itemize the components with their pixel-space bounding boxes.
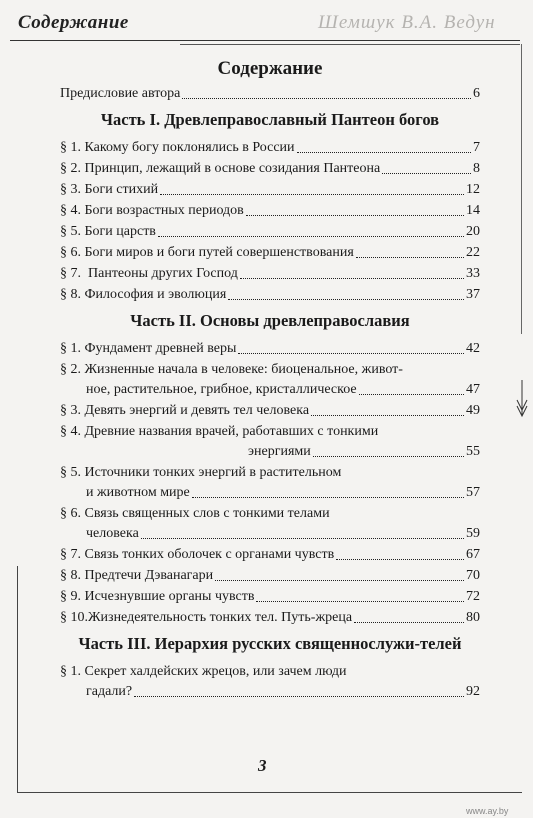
- dot-leader: [228, 299, 464, 300]
- entry-label: § 8. Философия и эволюция: [60, 287, 227, 302]
- part-2-title: Часть II. Основы древлеправославия: [130, 311, 410, 330]
- entry-label: § 1. Секрет халдейских жрецов, или зачем люди: [60, 664, 347, 679]
- entry-page: 12: [466, 182, 480, 197]
- running-author: Шемшук В.А. Ведун: [318, 12, 496, 33]
- entry-page: 22: [466, 245, 480, 260]
- dot-leader: [182, 98, 471, 99]
- toc-entry[interactable]: [60, 608, 480, 628]
- entry-label: § 1. Фундамент древней веры: [60, 341, 237, 356]
- dot-leader: [158, 236, 464, 237]
- entry-page: 7: [473, 140, 480, 155]
- entry-page: 49: [466, 403, 480, 418]
- entry-label: § 2. Принцип, лежащий в основе созидания Пантеона: [60, 161, 381, 176]
- dot-leader: [141, 538, 464, 539]
- dot-leader: [192, 497, 464, 498]
- toc-entry[interactable]: [60, 159, 480, 179]
- part-1-title: Часть I. Древлеправославный Пантеон богов: [100, 110, 440, 129]
- page-number: 3: [258, 756, 267, 775]
- entry-label: § 10.Жизнедеятельность тонких тел. Путь-жреца: [60, 610, 353, 625]
- toc-entry[interactable]: [60, 138, 480, 158]
- entry-label-continued: энергиями: [248, 444, 311, 459]
- entry-page: 55: [466, 444, 480, 459]
- entry-label: § 1. Какому богу поклонялись в России: [60, 140, 295, 155]
- dot-leader: [160, 194, 464, 195]
- entry-page: 72: [466, 589, 480, 604]
- entry-label: § 5. Боги царств: [60, 224, 156, 239]
- toc-entry[interactable]: [60, 463, 480, 503]
- entry-label: § 2. Жизненные начала в человеке: биоценальное, живот-: [60, 362, 403, 377]
- toc-entry[interactable]: [60, 285, 480, 305]
- toc-entry[interactable]: [60, 180, 480, 200]
- toc-entry[interactable]: [60, 339, 480, 359]
- entry-page: 14: [466, 203, 480, 218]
- entry-page: 6: [473, 86, 480, 101]
- entry-label: Предисловие автора: [60, 86, 181, 101]
- dot-leader: [134, 696, 464, 697]
- toc-title: Содержание: [217, 58, 323, 79]
- entry-page: 37: [466, 287, 480, 302]
- entry-page: 67: [466, 547, 480, 562]
- toc-entry[interactable]: [60, 222, 480, 242]
- entry-label-continued: человека: [86, 526, 139, 541]
- toc-entry[interactable]: [60, 401, 480, 421]
- table-of-contents: [60, 58, 480, 703]
- entry-label: § 6. Боги миров и боги путей совершенствования: [60, 245, 354, 260]
- header-rule: [10, 40, 520, 41]
- toc-entry[interactable]: [60, 504, 480, 544]
- toc-entry[interactable]: [60, 422, 480, 462]
- dot-leader: [354, 622, 464, 623]
- entry-label-continued: ное, растительное, грибное, кристаллическое: [86, 382, 357, 397]
- entry-label: § 7. Связь тонких оболочек с органами чувств: [60, 547, 335, 562]
- toc-entry-preface[interactable]: [60, 84, 480, 104]
- dot-leader: [311, 415, 464, 416]
- toc-entry[interactable]: [60, 545, 480, 565]
- frame-bottom-line: [17, 792, 522, 793]
- entry-label-continued: и животном мире: [86, 485, 190, 500]
- arrow-down-icon: [514, 380, 530, 420]
- entry-label: § 3. Боги стихий: [60, 182, 159, 197]
- entry-label: § 3. Девять энергий и девять тел человека: [60, 403, 310, 418]
- dot-leader: [356, 257, 464, 258]
- entry-page: 80: [466, 610, 480, 625]
- dot-leader: [382, 173, 471, 174]
- entry-page: 42: [466, 341, 480, 356]
- header-rule-secondary: [180, 44, 520, 45]
- dot-leader: [246, 215, 464, 216]
- entry-label: § 8. Предтечи Дэванагари: [60, 568, 214, 583]
- toc-entry[interactable]: [60, 264, 480, 284]
- entry-page: 57: [466, 485, 480, 500]
- toc-entry[interactable]: [60, 662, 480, 702]
- toc-entry[interactable]: [60, 587, 480, 607]
- dot-leader: [297, 152, 471, 153]
- entry-page: 20: [466, 224, 480, 239]
- entry-page: 8: [473, 161, 480, 176]
- dot-leader: [215, 580, 464, 581]
- entry-page: 70: [466, 568, 480, 583]
- toc-entry[interactable]: [60, 360, 480, 400]
- dot-leader: [336, 559, 464, 560]
- dot-leader: [313, 456, 464, 457]
- frame-left-line: [17, 566, 18, 792]
- entry-label: § 4. Древние названия врачей, работавших с тонкими: [60, 424, 379, 439]
- entry-page: 33: [466, 266, 480, 281]
- part-3-title: Часть III. Иерархия русских священнослужи-телей: [78, 634, 462, 653]
- entry-label: § 7. Пантеоны других Господ: [60, 266, 238, 281]
- entry-label: § 9. Исчезнувшие органы чувств: [60, 589, 255, 604]
- dot-leader: [238, 353, 464, 354]
- entry-label: § 5. Источники тонких энергий в растительном: [60, 465, 342, 480]
- entry-page: 47: [466, 382, 480, 397]
- watermark: www.ay.by: [466, 806, 509, 816]
- entry-label: § 4. Боги возрастных периодов: [60, 203, 244, 218]
- dot-leader: [240, 278, 464, 279]
- dot-leader: [359, 394, 464, 395]
- toc-entry[interactable]: [60, 566, 480, 586]
- entry-label: § 6. Связь священных слов с тонкими телами: [60, 506, 330, 521]
- frame-right-line: [521, 44, 522, 334]
- toc-entry[interactable]: [60, 243, 480, 263]
- entry-page: 59: [466, 526, 480, 541]
- dot-leader: [256, 601, 464, 602]
- running-title: Содержание: [18, 12, 129, 33]
- entry-page: 92: [466, 684, 480, 699]
- entry-label-continued: гадали?: [86, 684, 133, 699]
- toc-entry[interactable]: [60, 201, 480, 221]
